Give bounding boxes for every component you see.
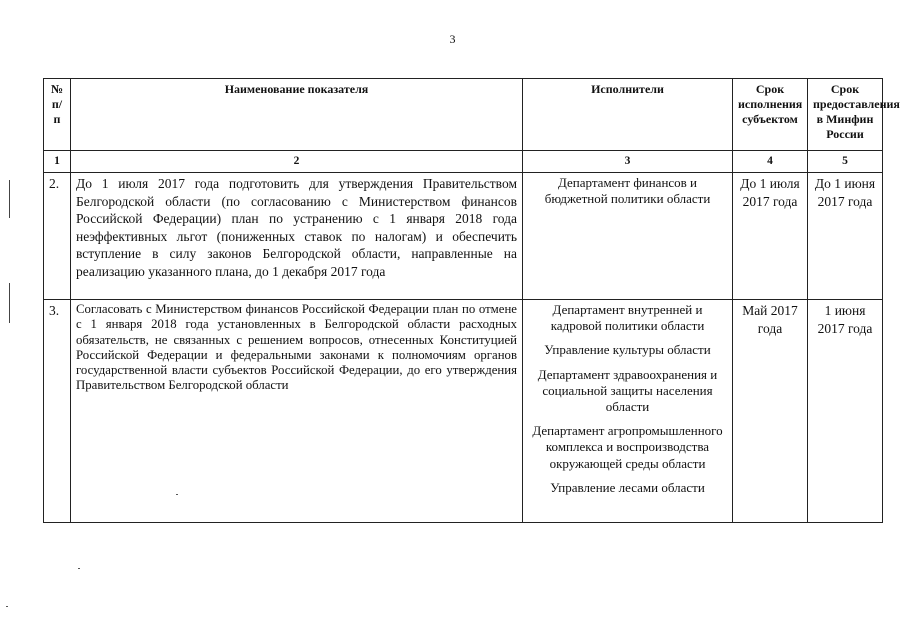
executor: Департамент финансов и бюджетной политики области: [544, 175, 711, 207]
row-deadline-minfin: 1 июня 2017 года: [808, 300, 883, 523]
header-num: № п/п: [44, 79, 71, 151]
column-number: 1: [44, 151, 71, 173]
scan-speck: [6, 606, 8, 607]
scan-speck: [176, 494, 178, 495]
row-description: Согласовать с Министерством финансов Российской Федерации план по отмене с 1 января 2018 года установленных в Белгородской области расходных обязательств, не связанных с решением вопросов, отнесенных Конституцией Российской Федерации и федеральными законами к полномочиям органов государственной власти субъектов Российской Федерации, до его утверждения Правительством Белгородской области: [71, 300, 523, 523]
executor: Департамент здравоохранения и социальной защиты населения области: [537, 366, 718, 415]
executor: Департамент внутренней и кадровой политики области: [550, 302, 705, 334]
executor: Управление культуры области: [544, 342, 711, 358]
row-deadline-subject: Май 2017 года: [733, 300, 808, 523]
executor: Управление лесами области: [550, 479, 705, 495]
row-number: 3.: [44, 300, 71, 523]
column-number: 4: [733, 151, 808, 173]
plan-table: [43, 78, 900, 523]
table-header-row: [44, 79, 883, 151]
column-number: 5: [808, 151, 883, 173]
row-executors: [523, 300, 733, 523]
margin-mark: [9, 180, 10, 218]
margin-mark: [9, 283, 10, 323]
table-row: [44, 173, 883, 300]
executor: Департамент агропромышленного комплекса и воспроизводства окружающей среды области: [532, 423, 723, 471]
header-deadline-subject: Срок исполнения субъектом: [733, 79, 808, 151]
row-description: До 1 июля 2017 года подготовить для утверждения Правительством Белгородской области (по согласованию с Министерством финансов Российской Федерации) план по устранению с 1 января 2018 года неэффективных льгот (пониженных ставок по налогам) и обеспечить вступление в силу законов Белгородской области, направленные на реализацию указанного плана, до 1 декабря 2017 года: [71, 173, 523, 300]
column-numbers-row: [44, 151, 883, 173]
column-number: 3: [523, 151, 733, 173]
row-deadline-subject: До 1 июля 2017 года: [733, 173, 808, 300]
header-executors: Исполнители: [523, 79, 733, 151]
column-number: 2: [71, 151, 523, 173]
row-executors: [523, 173, 733, 300]
row-number: 2.: [44, 173, 71, 300]
header-deadline-minfin: Срок предоставления в Минфин России: [808, 79, 883, 151]
page-number: 3: [449, 32, 456, 46]
header-name: Наименование показателя: [71, 79, 523, 151]
scan-speck: [78, 568, 80, 569]
table-row: [44, 300, 883, 523]
row-deadline-minfin: До 1 июня 2017 года: [808, 173, 883, 300]
